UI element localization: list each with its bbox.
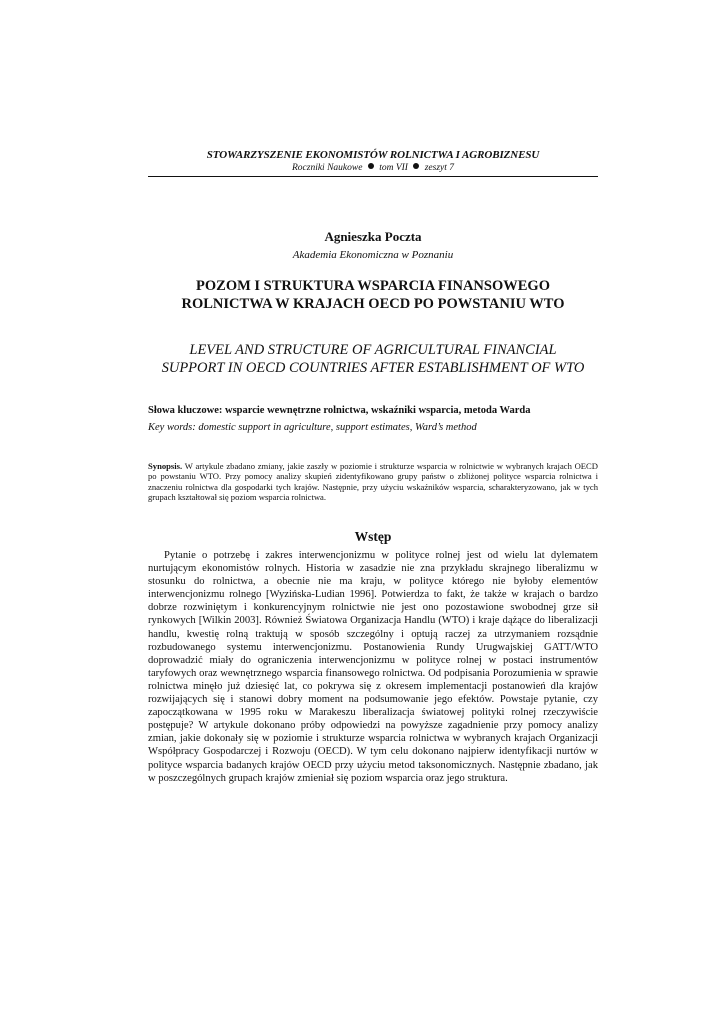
- section-heading: Wstęp: [354, 529, 392, 544]
- title-polish: [140, 277, 606, 313]
- series-line: [148, 162, 598, 174]
- synopsis-text: W artykule zbadano zmiany, jakie zaszły w poziomie i strukturze wsparcia w rolnictwie w wybranych krajach OECD po powstaniu WTO. Przy pomocy analizy skupień zidentyfikowano grupy państw o zbliżonej polityce wsparcia rolnictwa i znaczeniu rolnictwa dla gospodarki tych krajów. Następnie, przy użyciu wskaźników wsparcia, scharakteryzowano, jak w tych grupach kształtował się poziom wsparcia rolnictwa.: [148, 461, 598, 503]
- keywords-polish: Słowa kluczowe: wsparcie wewnętrzne rolnictwa, wskaźniki wsparcia, metoda Warda: [148, 405, 531, 416]
- series-journal: Roczniki Naukowe: [291, 163, 363, 173]
- title-polish-line: POZOM I STRUKTURA WSPARCIA FINANSOWEGO: [196, 278, 550, 294]
- bullet-icon: [413, 163, 419, 169]
- keywords-english: Key words: domestic support in agriculture, support estimates, Ward’s method: [148, 422, 477, 433]
- body-text: [148, 549, 598, 785]
- series-volume: tom VII: [379, 163, 408, 173]
- synopsis: [148, 461, 598, 503]
- synopsis-label: Synopsis.: [148, 461, 183, 471]
- title-english-line: SUPPORT IN OECD COUNTRIES AFTER ESTABLISHMENT OF WTO: [161, 360, 585, 376]
- author-name: Agnieszka Poczta: [324, 229, 422, 244]
- title-polish-line: ROLNICTWA W KRAJACH OECD PO POWSTANIU WTO: [181, 296, 565, 312]
- body-paragraph: Pytanie o potrzebę i zakres interwencjonizmu w polityce rolnej jest od wielu lat dylematem nurtującym ekonomistów rolnych. Historia w zasadzie nie zna przykładu skrajnego liberalizmu w stosunku do rolnictwa, a obecnie nie ma kraju, w polityce którego nie byłoby elementów interwencjonizmu rolnego [Wyzińska-Ludian 1996]. Potwierdza to fakt, że także w krajach o bardzo dobrze rozwiniętym i konkurencyjnym rolnictwie nie jest ono pozostawione swobodnej grze sił rynkowych [Wilkin 2003]. Również Światowa Organizacja Handlu (WTO) i kraje dążące do liberalizacji handlu, kwestię rolną traktują w sposób szczególny i optują raczej za utrzymaniem rozsądnie rozbudowanego systemu interwencjonizmu. Postanowienia Rundy Urugwajskiej GATT/WTO doprowadzić miały do ograniczenia interwencjonizmu w polityce rolnej w postaci instrumentów taryfowych oraz wewnętrznego wsparcia finansowego rolnictwa. Od podpisania Porozumienia w sprawie rolnictwa minęło już dziesięć lat, co pokrywa się z okresem implementacji postanowień dla krajów rozwijających się i stanowi dobry moment na podsumowanie jego efektów. Powstaje pytanie, czy zapoczątkowana w 1995 roku w Marakeszu liberalizacja światowej polityki rolnej rzeczywiście postępuje? W artykule dokonano próby odpowiedzi na powyższe zagadnienie przy pomocy analizy zmian, jakie dokonały się w poziomie i strukturze wsparcia rolnictwa w wybranych krajach Organizacji Współpracy Gospodarczej i Rozwoju (OECD). W tym celu dokonano najpierw identyfikacji nurtów w polityce wsparcia badanych krajów OECD przy użyciu metod taksonomicznych. Następnie zbadano, jak w poszczególnych grupach krajów zmieniał się poziom wsparcia oraz jego struktura.: [148, 550, 598, 784]
- series-issue: zeszyt 7: [424, 163, 454, 173]
- society-name: STOWARZYSZENIE EKONOMISTÓW ROLNICTWA I AGROBIZNESU: [206, 149, 540, 161]
- bullet-icon: [368, 163, 374, 169]
- header-rule: [148, 176, 598, 177]
- author-affiliation: Akademia Ekonomiczna w Poznaniu: [292, 249, 454, 261]
- title-english-line: LEVEL AND STRUCTURE OF AGRICULTURAL FINANCIAL: [189, 342, 557, 358]
- title-english: [130, 341, 616, 377]
- journal-header: [148, 149, 598, 174]
